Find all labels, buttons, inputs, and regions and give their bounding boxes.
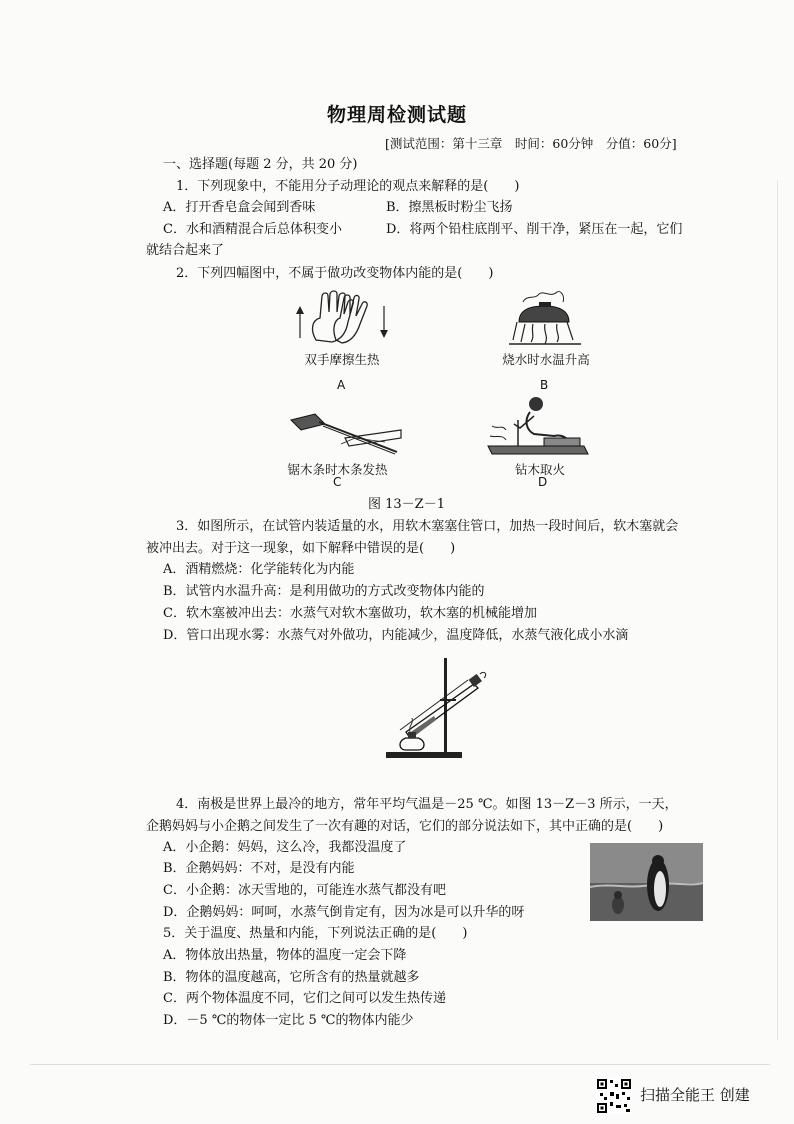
q4-option-d: D．企鹅妈妈：呵呵，水蒸气倒肯定有，因为冰是可以升华的呀 xyxy=(163,905,525,920)
q4-stem-cont: 企鹅妈妈与小企鹅之间发生了一次有趣的对话，它们的部分说法如下，其中正确的是( ) xyxy=(146,819,664,834)
q4-stem: 4．南极是世界上最冷的地方，常年平均气温是－25 ℃。如图 13－Z－3 所示，一天， xyxy=(176,797,678,812)
q1-stem: 1．下列现象中，不能用分子动理论的观点来解释的是( ) xyxy=(176,179,520,194)
section-heading: 一、选择题(每题 2 分，共 20 分) xyxy=(163,157,358,172)
q4-option-a: A．小企鹅：妈妈，这么冷，我都没温度了 xyxy=(163,840,407,855)
page-title: 物理周检测试题 xyxy=(326,104,467,126)
fig-a-caption: 双手摩擦生热 xyxy=(304,352,380,367)
q5-stem: 5．关于温度、热量和内能，下列说法正确的是( ) xyxy=(163,926,468,941)
fig-b-label: B xyxy=(540,378,549,392)
q3-option-b: B．试管内水温升高：是利用做功的方式改变物体内能的 xyxy=(163,584,485,599)
q4-option-b: B．企鹅妈妈：不对，是没有内能 xyxy=(163,861,355,876)
fig-b-caption: 烧水时水温升高 xyxy=(502,352,590,367)
fire-drill-figure xyxy=(484,394,594,460)
q1-option-d: D．将两个铅柱底削平、削干净，紧压在一起，它们 xyxy=(386,222,683,237)
q4-option-c: C．小企鹅：冰天雪地的，可能连水蒸气都没有吧 xyxy=(163,883,446,898)
q1-option-a: A．打开香皂盒会闻到香味 xyxy=(163,200,316,215)
sawing-wood-figure xyxy=(285,408,405,458)
q3-option-c: C．软木塞被冲出去：水蒸气对软木塞做功，软木塞的机械能增加 xyxy=(163,606,537,621)
test-tube-apparatus-figure xyxy=(384,652,494,762)
rubbing-hands-figure xyxy=(292,290,404,346)
footer-divider xyxy=(30,1064,770,1065)
test-scope: [测试范围：第十三章 时间：60分钟 分值：60分] xyxy=(385,136,677,151)
boiling-kettle-figure xyxy=(505,288,585,348)
q3-option-d: D．管口出现水雾：水蒸气对外做功，内能减少，温度降低，水蒸气液化成小水滴 xyxy=(163,628,629,643)
fig-d-label: D xyxy=(538,475,548,489)
penguin-photo xyxy=(590,843,703,921)
page-edge-shadow xyxy=(777,180,778,1040)
figure-caption: 图 13－Z－1 xyxy=(368,497,445,512)
q2-stem: 2．下列四幅图中，不属于做功改变物体内能的是( ) xyxy=(176,266,494,281)
q1-option-c: C．水和酒精混合后总体积变小 xyxy=(163,222,342,237)
fig-d-caption: 钻木取火 xyxy=(514,462,565,477)
q1-option-d-cont: 就结合起来了 xyxy=(146,243,225,258)
q5-option-c: C．两个物体温度不同，它们之间可以发生热传递 xyxy=(163,991,446,1006)
q1-option-b: B．擦黑板时粉尘飞扬 xyxy=(386,200,513,215)
q3-stem-cont: 被冲出去。对于这一现象，如下解释中错误的是( ) xyxy=(146,541,456,556)
q3-option-a: A．酒精燃烧：化学能转化为内能 xyxy=(163,562,355,577)
q5-option-a: A．物体放出热量，物体的温度一定会下降 xyxy=(163,948,407,963)
q3-stem: 3．如图所示，在试管内装适量的水，用软木塞塞住管口，加热一段时间后，软木塞就会 xyxy=(176,519,679,534)
fig-a-label: A xyxy=(337,378,346,392)
qr-code-icon xyxy=(596,1078,632,1114)
q5-option-d: D．－5 ℃的物体一定比 5 ℃的物体内能少 xyxy=(163,1013,414,1028)
scanner-watermark: 扫描全能王 创建 xyxy=(640,1086,750,1104)
fig-c-label: C xyxy=(333,475,342,489)
q5-option-b: B．物体的温度越高，它所含有的热量就越多 xyxy=(163,970,420,985)
fig-c-caption: 锯木条时木条发热 xyxy=(287,462,388,477)
